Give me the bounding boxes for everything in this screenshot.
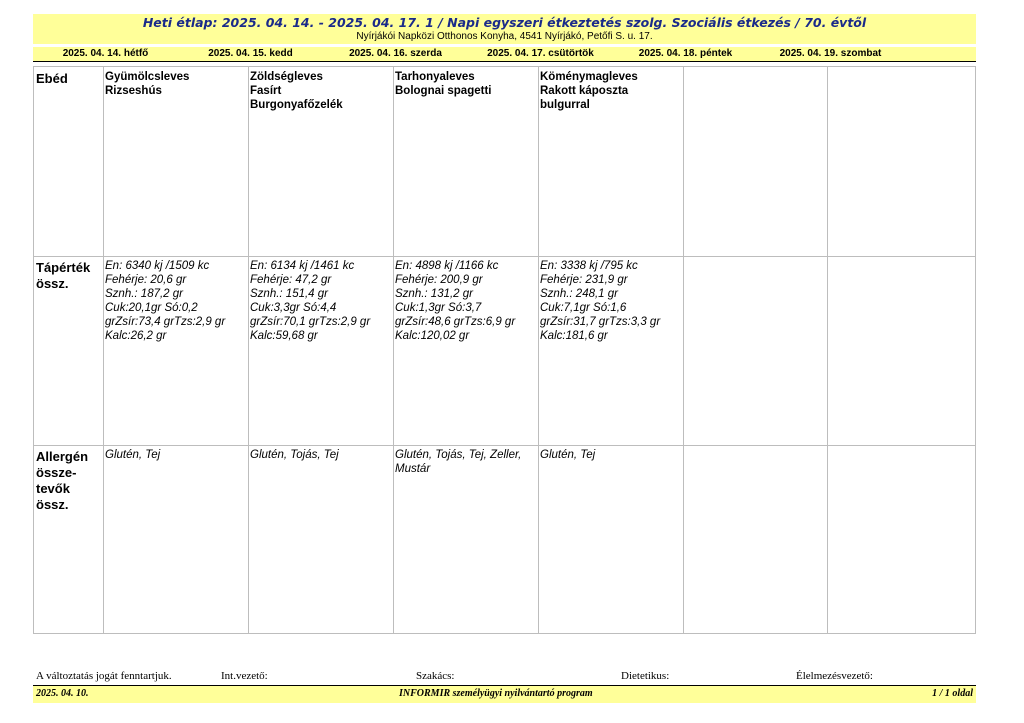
menu-header	[33, 14, 976, 44]
lunch-cell-thursday	[540, 70, 680, 112]
column-divider	[248, 66, 249, 634]
column-divider	[538, 66, 539, 634]
allergen-cell-tuesday: Glutén, Tojás, Tej	[250, 449, 339, 461]
dish: Burgonyafőzelék	[250, 99, 343, 111]
day-friday: 2025. 04. 18. péntek	[638, 48, 733, 59]
allergen-cell-wednesday: Glutén, Tojás, Tej, Zeller, Mustár	[395, 449, 522, 475]
column-divider	[683, 66, 684, 634]
lunch-cell-monday	[105, 70, 245, 98]
row-divider	[33, 256, 976, 257]
day-saturday: 2025. 04. 19. szombat	[779, 48, 882, 59]
row-divider	[33, 445, 976, 446]
day-tuesday: 2025. 04. 15. kedd	[208, 48, 293, 59]
day-monday: 2025. 04. 14. hétfő	[62, 48, 149, 59]
day-header-row	[33, 47, 976, 62]
allergen-cell-monday: Glutén, Tej	[105, 449, 161, 461]
row-label-allergens: Allergén össze- tevők össz.	[36, 449, 89, 512]
nutrition-cell-wednesday: En: 4898 kj /1166 kc Fehérje: 200,9 gr Sznh.: 131,2 gr Cuk:1,3gr Só:3,7 grZsír:48,6 grTzs:6,9 gr Kalc:120,02 gr	[395, 260, 516, 342]
signature-int-vezeto: Int.vezető:	[221, 670, 268, 682]
dish: bulgurral	[540, 99, 590, 111]
dish: Köménymagleves	[540, 71, 638, 83]
dish: Rakott káposzta	[540, 85, 629, 97]
rights-notice: A változtatás jogát fenntartjuk.	[36, 670, 172, 682]
signature-dietetikus: Dietetikus:	[621, 670, 670, 682]
dish: Fasírt	[250, 85, 282, 97]
signature-elelmezesvezeto: Élelmezésvezető:	[796, 670, 873, 682]
dish: Bolognai spagetti	[395, 85, 492, 97]
nutrition-cell-tuesday: En: 6134 kj /1461 kc Fehérje: 47,2 gr Sznh.: 151,4 gr Cuk:3,3gr Só:4,4 grZsír:70,1 grTzs:2,9 gr Kalc:59,68 gr	[250, 260, 371, 342]
signature-row	[36, 670, 976, 684]
signature-szakacs: Szakács:	[416, 670, 455, 682]
dish: Gyümölcsleves	[105, 71, 190, 83]
nutrition-cell-thursday: En: 3338 kj /795 kc Fehérje: 231,9 gr Sznh.: 248,1 gr Cuk:7,1gr Só:1,6 grZsír:31,7 grTzs:3,3 gr Kalc:181,6 gr	[540, 260, 661, 342]
program-name: INFORMIR személyügyi nyilvántartó program	[399, 688, 593, 699]
day-thursday: 2025. 04. 17. csütörtök	[487, 48, 594, 59]
menu-table	[33, 66, 976, 634]
column-divider	[827, 66, 828, 634]
row-label-nutrition: Tápérték össz.	[36, 260, 91, 291]
row-label-lunch: Ebéd	[36, 71, 68, 86]
print-date: 2025. 04. 10.	[36, 688, 89, 699]
kitchen-address: Nyírjákói Napközi Otthonos Konyha, 4541 Nyírjákó, Petőfi S. u. 17.	[356, 31, 653, 42]
lunch-cell-tuesday	[250, 70, 390, 112]
column-divider	[103, 66, 104, 634]
dish: Rizseshús	[105, 85, 162, 97]
allergen-cell-thursday: Glutén, Tej	[540, 449, 596, 461]
page-footer	[33, 685, 976, 703]
day-wednesday: 2025. 04. 16. szerda	[349, 48, 442, 59]
column-divider	[393, 66, 394, 634]
menu-title: Heti étlap: 2025. 04. 14. - 2025. 04. 17. 1 / Napi egyszeri étkeztetés szolg. Szociális étkezés / 70. évtől	[142, 15, 867, 30]
dish: Zöldségleves	[250, 71, 323, 83]
dish: Tarhonyaleves	[395, 71, 475, 83]
lunch-cell-wednesday	[395, 70, 535, 98]
page-number: 1 / 1 oldal	[932, 688, 973, 699]
nutrition-cell-monday: En: 6340 kj /1509 kc Fehérje: 20,6 gr Sznh.: 187,2 gr Cuk:20,1gr Só:0,2 grZsír:73,4 grTzs:2,9 gr Kalc:26,2 gr	[105, 260, 226, 342]
